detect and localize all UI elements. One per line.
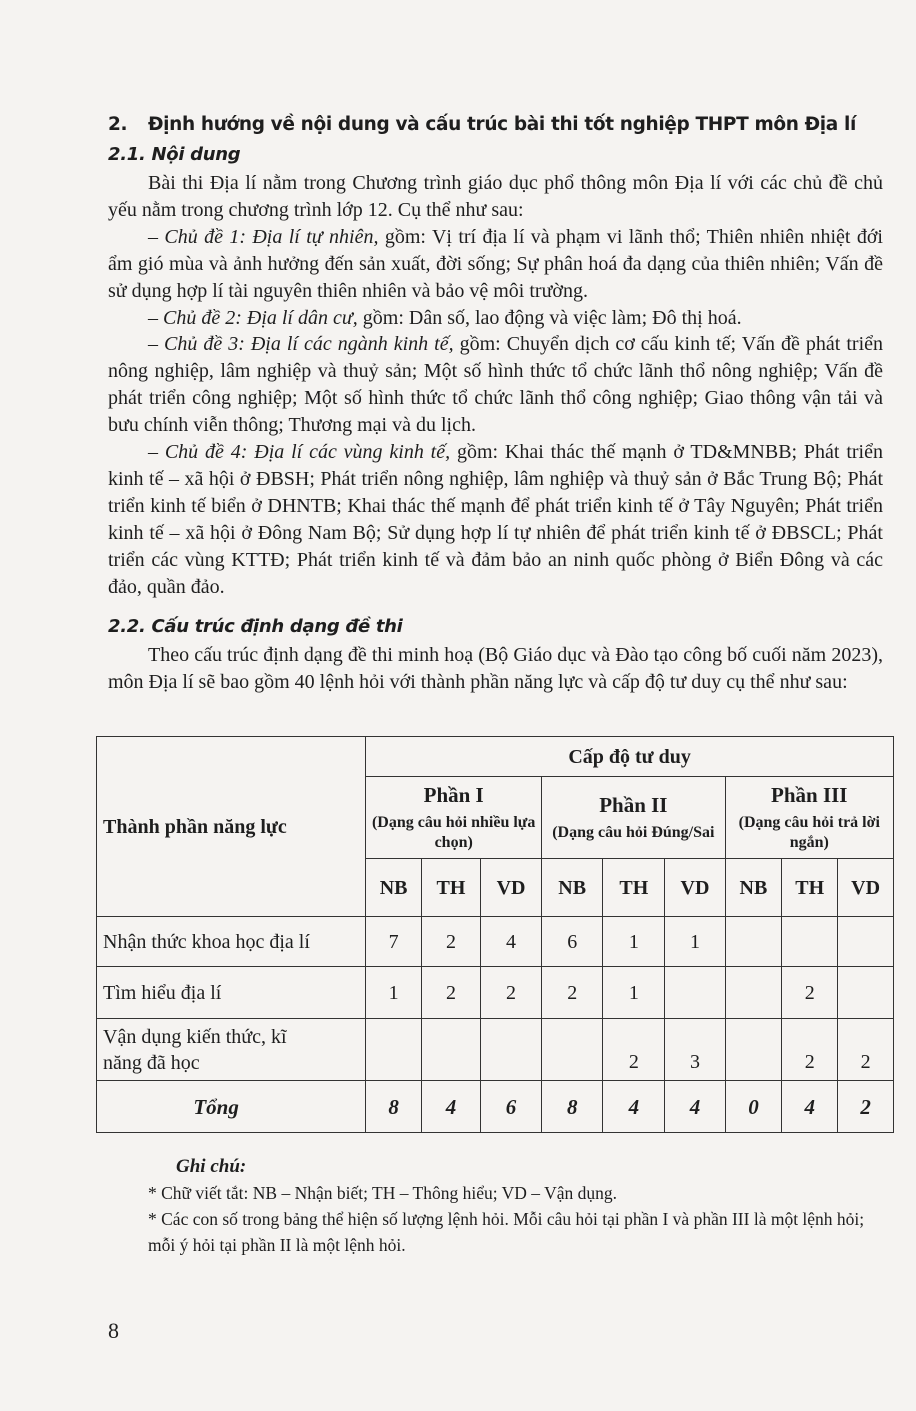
value-cell xyxy=(838,967,894,1019)
level-cell: VD xyxy=(480,859,541,917)
note-item: * Các con số trong bảng thể hiện số lượng lệnh hỏi. Mỗi câu hỏi tại phần I và phần III là một lệnh hỏi; mỗi ý hỏi tại phần II là một lệnh hỏi. xyxy=(148,1209,865,1255)
level-header-cell: Cấp độ tư duy xyxy=(366,737,894,777)
row-header-cell: Thành phần năng lực xyxy=(97,737,366,917)
table-row xyxy=(97,1019,894,1081)
section-heading-text: Định hướng về nội dung và cấu trúc bài thi tốt nghiệp THPT môn Địa lí xyxy=(148,114,857,135)
topic-3 xyxy=(108,331,883,439)
part-1-name: Phần I xyxy=(423,782,484,807)
part-2-desc: (Dạng câu hỏi Đúng/Sai xyxy=(552,823,715,841)
page-number: 8 xyxy=(108,1318,119,1343)
topic-1-label: – Chủ đề 1: Địa lí tự nhiên, xyxy=(148,225,379,248)
value-cell: 1 xyxy=(366,967,422,1019)
value-cell: 2 xyxy=(603,1019,665,1081)
level-cell: TH xyxy=(422,859,481,917)
value-cell: 1 xyxy=(603,967,665,1019)
value-cell: 1 xyxy=(603,917,665,967)
section-number: 2. xyxy=(108,114,128,135)
part-1-desc: (Dạng câu hỏi nhiều lựa chọn) xyxy=(371,813,536,851)
level-cell: VD xyxy=(665,859,725,917)
total-cell: 0 xyxy=(725,1081,782,1133)
structure-table xyxy=(96,736,894,1133)
value-cell xyxy=(838,917,894,967)
value-cell: 7 xyxy=(366,917,422,967)
table-row xyxy=(97,967,894,1019)
table-row xyxy=(97,917,894,967)
row-label: Vận dụng kiến thức, kĩ năng đã học xyxy=(97,1019,366,1081)
value-cell xyxy=(422,1019,481,1081)
structure-intro: Theo cấu trúc định dạng đề thi minh hoạ (Bộ Giáo dục và Đào tạo công bố cuối năm 2023), môn Địa lí sẽ bao gồm 40 lệnh hỏi với thành phần năng lực và cấp độ tư duy cụ thể như sau: xyxy=(108,644,883,693)
level-cell: NB xyxy=(725,859,782,917)
total-row xyxy=(97,1081,894,1133)
total-cell: 8 xyxy=(542,1081,603,1133)
topic-1-text: gồm: Vị trí địa lí và phạm vi lãnh thổ; Thiên nhiên nhiệt đới ẩm gió mùa và ảnh hưởng đến sản xuất, đời sống; Sự phân hoá đa dạng của thiên nhiên; Vấn đề sử dụng hợp lí tài nguyên thiên nhiên và bảo vệ môi trường. xyxy=(108,225,883,302)
section-heading xyxy=(108,114,888,135)
value-cell xyxy=(725,1019,782,1081)
note-item: * Chữ viết tắt: NB – Nhận biết; TH – Thông hiểu; VD – Vận dụng. xyxy=(148,1183,617,1203)
value-cell: 4 xyxy=(480,917,541,967)
value-cell xyxy=(725,967,782,1019)
value-cell: 2 xyxy=(542,967,603,1019)
value-cell: 2 xyxy=(782,1019,838,1081)
total-cell: 4 xyxy=(603,1081,665,1133)
total-label: Tổng xyxy=(97,1081,366,1133)
part-3-desc: (Dạng câu hỏi trả lời ngắn) xyxy=(738,813,880,851)
content-body xyxy=(108,170,883,601)
value-cell xyxy=(366,1019,422,1081)
total-cell: 8 xyxy=(366,1081,422,1133)
notes-title: Ghi chú: xyxy=(176,1156,247,1177)
part-3-name: Phần III xyxy=(771,782,848,807)
subsection-title-structure: 2.2. Cấu trúc định dạng đề thi xyxy=(108,616,403,637)
value-cell: 2 xyxy=(422,917,481,967)
value-cell: 6 xyxy=(542,917,603,967)
value-cell xyxy=(725,917,782,967)
value-cell xyxy=(665,967,725,1019)
part-3-header xyxy=(725,777,893,859)
value-cell: 2 xyxy=(422,967,481,1019)
total-cell: 4 xyxy=(422,1081,481,1133)
value-cell: 2 xyxy=(782,967,838,1019)
total-cell: 2 xyxy=(838,1081,894,1133)
topic-3-label: – Chủ đề 3: Địa lí các ngành kinh tế, xyxy=(148,333,454,356)
value-cell: 2 xyxy=(838,1019,894,1081)
level-cell: NB xyxy=(366,859,422,917)
subsection-title-content: 2.1. Nội dung xyxy=(108,144,241,165)
topic-2-label: – Chủ đề 2: Địa lí dân cư, xyxy=(148,306,358,329)
total-cell: 4 xyxy=(782,1081,838,1133)
value-cell xyxy=(782,917,838,967)
topic-2-text: gồm: Dân số, lao động và việc làm; Đô thị hoá. xyxy=(357,306,742,329)
topic-2 xyxy=(108,305,883,332)
row-label: Tìm hiểu địa lí xyxy=(97,967,366,1019)
topic-4-text: gồm: Khai thác thế mạnh ở TD&MNBB; Phát triển kinh tế – xã hội ở ĐBSH; Phát triển nông nghiệp, lâm nghiệp và thuỷ sản ở Bắc Trung Bộ; Phát triển kinh tế biển ở DHNTB; Khai thác thế mạnh để phát triển kinh tế ở Tây Nguyên; Phát triển kinh tế – xã hội ở Đông Nam Bộ; Sử dụng hợp lí tự nhiên để phát triển kinh tế ở ĐBSCL; Phát triển các vùng KTTĐ; Phát triển kinh tế và đảm bảo an ninh quốc phòng ở Biển Đông và các đảo, quần đảo. xyxy=(108,441,883,598)
topic-4 xyxy=(108,439,883,600)
content-intro: Bài thi Địa lí nằm trong Chương trình giáo dục phổ thông môn Địa lí với các chủ đề chủ yếu nằm trong chương trình lớp 12. Cụ thể như sau: xyxy=(108,172,883,221)
level-cell: TH xyxy=(782,859,838,917)
value-cell: 1 xyxy=(665,917,725,967)
value-cell xyxy=(480,1019,541,1081)
structure-body xyxy=(108,642,883,696)
level-cell: NB xyxy=(542,859,603,917)
total-cell: 4 xyxy=(665,1081,725,1133)
notes xyxy=(148,1154,888,1258)
level-cell: VD xyxy=(838,859,894,917)
row-label: Nhận thức khoa học địa lí xyxy=(97,917,366,967)
value-cell: 3 xyxy=(665,1019,725,1081)
total-cell: 6 xyxy=(480,1081,541,1133)
part-1-header xyxy=(366,777,542,859)
value-cell xyxy=(542,1019,603,1081)
part-2-header xyxy=(542,777,725,859)
level-cell: TH xyxy=(603,859,665,917)
topic-4-label: – Chủ đề 4: Địa lí các vùng kinh tế, xyxy=(148,441,451,464)
value-cell: 2 xyxy=(480,967,541,1019)
part-2-name: Phần II xyxy=(599,792,668,817)
topic-1 xyxy=(108,224,883,305)
topic-3-text: gồm: Chuyển dịch cơ cấu kinh tế; Vấn đề phát triển nông nghiệp, lâm nghiệp và thuỷ sản; Một số hình thức tổ chức lãnh thổ nông nghiệp; Vấn đề phát triển công nghiệp; Một số hình thức tổ chức lãnh thổ công nghiệp; Giao thông vận tải và bưu chính viễn thông; Thương mại và du lịch. xyxy=(108,333,883,437)
